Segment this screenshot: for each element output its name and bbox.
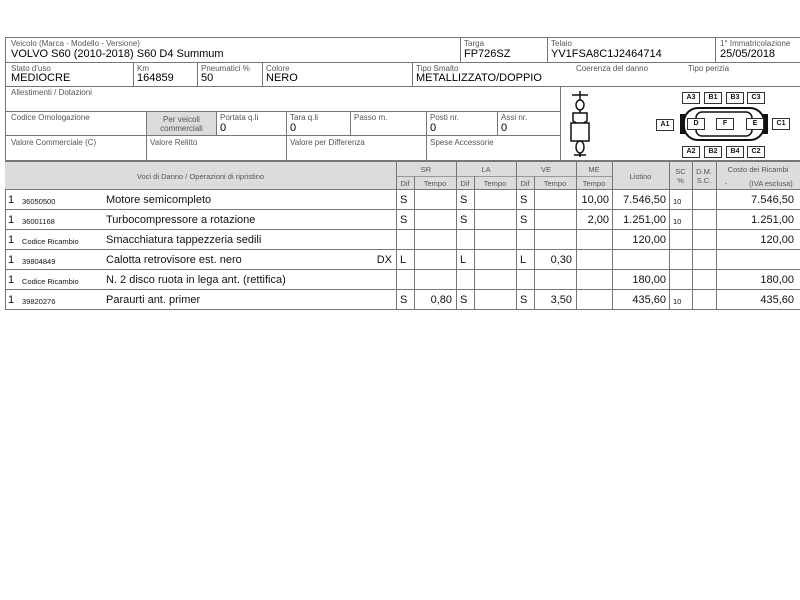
cell-side: DX — [376, 254, 392, 266]
cell-listino: 1.251,00 — [623, 214, 666, 226]
position-a2: A2 — [682, 146, 700, 158]
position-b1: B1 — [704, 92, 722, 104]
header-la-tempo: Tempo — [483, 179, 507, 188]
col-divider — [414, 190, 415, 210]
cell-cost: 180,00 — [760, 274, 794, 286]
col-divider — [456, 250, 457, 270]
row-divider — [5, 249, 800, 250]
cell-cost: 1.251,00 — [751, 214, 794, 226]
registration-label: 1° Immatricolazione — [720, 39, 791, 48]
col-divider — [5, 210, 6, 230]
cell-desc: Calotta retrovisore est. nero — [106, 254, 242, 266]
col-divider — [669, 250, 670, 270]
header-sc: SC — [675, 167, 686, 176]
divider — [576, 176, 612, 177]
divider — [460, 37, 461, 62]
divider — [497, 111, 498, 135]
col-divider — [396, 230, 397, 250]
col-divider — [576, 290, 577, 310]
homologation-label: Codice Omologazione — [11, 113, 90, 122]
header-listino: Listino — [629, 172, 652, 181]
divider — [5, 37, 6, 160]
header-me: ME — [588, 165, 600, 174]
cell-cost: 7.546,50 — [751, 194, 794, 206]
col-divider — [669, 290, 670, 310]
cell-ve-tempo: 3,50 — [550, 294, 572, 306]
commercial-value-label: Valore Commerciale (C) — [11, 138, 97, 147]
state-label: Stato d'uso — [11, 64, 51, 73]
col-divider — [396, 210, 397, 230]
col-divider — [5, 190, 6, 210]
col-divider — [692, 230, 693, 250]
load-label: Portata q.li — [220, 113, 259, 122]
divider — [426, 111, 427, 160]
col-divider — [692, 270, 693, 290]
col-divider — [396, 250, 397, 270]
row-divider — [5, 269, 800, 270]
col-divider — [612, 250, 613, 270]
col-divider — [669, 190, 670, 210]
position-c3: C3 — [747, 92, 765, 104]
model-value: VOLVO S60 (2010-2018) S60 D4 Summum — [11, 48, 224, 60]
position-e: E — [746, 118, 764, 130]
col-divider — [534, 230, 535, 250]
cell-ve-dif: S — [520, 214, 528, 226]
cell-desc: Motore semicompleto — [106, 194, 212, 206]
header-sr-tempo: Tempo — [423, 179, 447, 188]
cell-qty: 1 — [8, 194, 15, 206]
col-divider — [516, 210, 517, 230]
paint-value: METALLIZZATO/DOPPIO — [416, 72, 542, 84]
position-f: F — [716, 118, 734, 130]
cell-qty: 1 — [8, 234, 15, 246]
header-me-tempo: Tempo — [582, 179, 606, 188]
divider — [5, 62, 800, 63]
col-divider — [414, 210, 415, 230]
header-la-dif: Dif — [460, 179, 470, 188]
cell-code: 36050500 — [22, 197, 56, 206]
col-divider — [692, 250, 693, 270]
col-divider — [692, 290, 693, 310]
tare-label: Tara q.li — [290, 113, 319, 122]
divider — [5, 189, 800, 190]
cell-qty: 1 — [8, 214, 15, 226]
col-divider — [534, 210, 535, 230]
col-divider — [474, 210, 475, 230]
col-divider — [516, 270, 517, 290]
position-c2: C2 — [747, 146, 765, 158]
col-divider — [576, 230, 577, 250]
divider — [396, 176, 576, 177]
seats-label: Posti nr. — [430, 113, 459, 122]
cell-la-dif: S — [460, 194, 468, 206]
cell-la-dif: L — [460, 254, 467, 266]
header-dm: D.M. — [696, 167, 712, 176]
position-b4: B4 — [726, 146, 744, 158]
col-divider — [669, 270, 670, 290]
divider — [197, 62, 198, 86]
paint-label: Tipo Smalto — [416, 64, 459, 73]
cell-la-dif: S — [460, 294, 468, 306]
col-divider — [5, 230, 6, 250]
header-cost: Costo dei Ricambi — [727, 165, 789, 174]
col-divider — [716, 250, 717, 270]
col-divider — [474, 270, 475, 290]
col-divider — [414, 250, 415, 270]
col-divider — [576, 270, 577, 290]
tyres-value: 50 — [201, 72, 214, 84]
cell-code: Codice Ricambio — [22, 277, 79, 286]
col-divider — [474, 290, 475, 310]
load-value: 0 — [220, 122, 227, 134]
registration-value: 25/05/2018 — [720, 48, 776, 60]
cell-desc: Paraurti ant. primer — [106, 294, 201, 306]
row-divider — [5, 309, 800, 310]
equipment-label: Allestimenti / Dotazioni — [11, 88, 92, 97]
col-divider — [516, 230, 517, 250]
divider — [412, 62, 413, 86]
wreck-value-label: Valore Relitto — [150, 138, 198, 147]
col-divider — [414, 230, 415, 250]
divider — [350, 111, 351, 135]
cell-desc: N. 2 disco ruota in lega ant. (rettifica) — [106, 274, 286, 286]
position-b2: B2 — [704, 146, 722, 158]
col-divider — [516, 250, 517, 270]
chassis-value: YV1FSA8C1J2464714 — [551, 48, 662, 60]
cell-code: 36001168 — [22, 217, 55, 226]
cell-me: 10,00 — [581, 194, 609, 206]
position-b3: B3 — [726, 92, 744, 104]
coherence-label: Coerenza del danno — [576, 64, 649, 73]
cell-listino: 7.546,50 — [623, 194, 666, 206]
col-divider — [669, 230, 670, 250]
color-value: NERO — [266, 72, 298, 84]
col-divider — [5, 270, 6, 290]
cell-qty: 1 — [8, 274, 15, 286]
position-d: D — [687, 118, 705, 130]
cell-code: Codice Ricambio — [22, 237, 79, 246]
cell-sr-dif: L — [400, 254, 407, 266]
cell-qty: 1 — [8, 254, 15, 266]
cell-sc: 10 — [673, 297, 682, 306]
col-divider — [692, 210, 693, 230]
cell-ve-dif: L — [520, 254, 527, 266]
cell-listino: 435,60 — [632, 294, 666, 306]
cell-ve-dif: S — [520, 194, 528, 206]
state-value: MEDIOCRE — [11, 72, 71, 84]
divider — [5, 161, 800, 162]
chassis-label: Telaio — [551, 39, 572, 48]
cell-sr-dif: S — [400, 214, 408, 226]
tyres-label: Pneumatici % — [201, 64, 250, 73]
axles-value: 0 — [501, 122, 508, 134]
header-cost-dash: - — [724, 179, 728, 188]
header-la: LA — [481, 165, 491, 174]
plate-value: FP726SZ — [464, 48, 511, 60]
cell-qty: 1 — [8, 294, 15, 306]
cell-sc: 10 — [673, 197, 682, 206]
divider — [547, 37, 548, 62]
divider — [5, 86, 800, 87]
cell-cost: 435,60 — [760, 294, 794, 306]
col-divider — [474, 190, 475, 210]
divider — [5, 135, 560, 136]
position-a1: A1 — [656, 119, 674, 131]
col-divider — [692, 190, 693, 210]
col-divider — [534, 270, 535, 290]
divider — [216, 111, 217, 135]
color-label: Colore — [266, 64, 290, 73]
position-a3: A3 — [682, 92, 700, 104]
col-divider — [396, 290, 397, 310]
col-divider — [576, 250, 577, 270]
divider — [133, 62, 134, 86]
cell-listino: 180,00 — [632, 274, 666, 286]
col-divider — [456, 230, 457, 250]
divider — [262, 62, 263, 86]
cell-cost: 120,00 — [760, 234, 794, 246]
survey-type-label: Tipo perizia — [688, 64, 730, 73]
col-divider — [396, 270, 397, 290]
cell-ve-dif: S — [520, 294, 528, 306]
header-sc-percent: % — [677, 176, 684, 185]
cell-sr-dif: S — [400, 294, 408, 306]
header-ve-dif: Dif — [520, 179, 530, 188]
row-divider — [5, 209, 800, 210]
axles-label: Assi nr. — [501, 113, 528, 122]
tare-value: 0 — [290, 122, 297, 134]
divider — [715, 37, 716, 62]
row-divider — [5, 289, 800, 290]
model-label: Veicolo (Marca - Modello - Versione) — [11, 39, 140, 48]
cell-sr-tempo: 0,80 — [430, 294, 452, 306]
wheelbase-label: Passo m. — [354, 113, 388, 122]
cell-code: 39804849 — [22, 257, 56, 266]
position-c1: C1 — [772, 118, 790, 130]
divider — [5, 37, 800, 38]
header-sr: SR — [420, 165, 432, 174]
cell-ve-tempo: 0,30 — [550, 254, 572, 266]
plate-label: Targa — [464, 39, 485, 48]
cell-sr-dif: S — [400, 194, 408, 206]
col-divider — [474, 230, 475, 250]
car-side-icon — [564, 89, 596, 159]
cell-code: 39820276 — [22, 297, 56, 306]
col-divider — [669, 210, 670, 230]
divider — [5, 111, 560, 112]
divider — [286, 111, 287, 160]
col-divider — [474, 250, 475, 270]
commercial-vehicles-label: Per veicoli commerciali — [160, 115, 203, 133]
difference-value-label: Valore per Differenza — [290, 138, 365, 147]
extra-costs-label: Spese Accessorie — [430, 138, 494, 147]
cell-listino: 120,00 — [632, 234, 666, 246]
col-divider — [5, 290, 6, 310]
header-ve-tempo: Tempo — [543, 179, 567, 188]
col-divider — [396, 190, 397, 210]
header-operations: Voci di Danno / Operazioni di ripristino — [136, 172, 265, 181]
cell-sc: 10 — [673, 217, 682, 226]
col-divider — [516, 190, 517, 210]
divider — [560, 86, 561, 160]
col-divider — [534, 190, 535, 210]
col-divider — [456, 190, 457, 210]
col-divider — [5, 250, 6, 270]
col-divider — [456, 290, 457, 310]
header-dm-sc: S.C. — [696, 176, 712, 185]
header-cost-vat: (IVA esclusa) — [749, 179, 793, 188]
col-divider — [456, 270, 457, 290]
header-sr-dif: Dif — [400, 179, 410, 188]
cell-me: 2,00 — [587, 214, 609, 226]
col-divider — [414, 270, 415, 290]
seats-value: 0 — [430, 122, 437, 134]
col-divider — [456, 210, 457, 230]
km-label: Km — [137, 64, 149, 73]
cell-la-dif: S — [460, 214, 468, 226]
cell-desc: Smacchiatura tappezzeria sedili — [106, 234, 262, 246]
row-divider — [5, 229, 800, 230]
cell-desc: Turbocompressore a rotazione — [106, 214, 256, 226]
km-value: 164859 — [137, 72, 174, 84]
col-divider — [516, 290, 517, 310]
header-ve: VE — [540, 165, 551, 174]
